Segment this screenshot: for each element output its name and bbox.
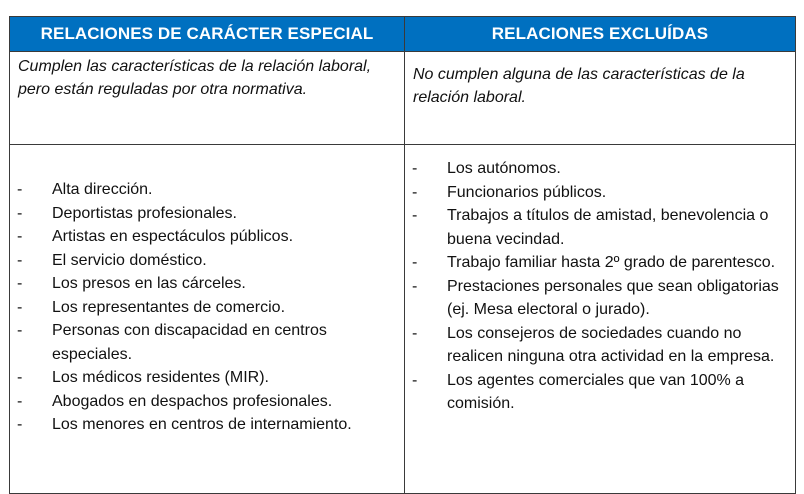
list-bullet: - bbox=[17, 369, 23, 386]
relations-table bbox=[9, 16, 796, 494]
special-relation-item bbox=[10, 296, 404, 320]
special-relation-item bbox=[10, 319, 404, 366]
list-bullet: - bbox=[17, 204, 23, 222]
header-excluded-relations: RELACIONES EXCLUÍDAS bbox=[405, 17, 796, 52]
list-bullet: - bbox=[412, 277, 418, 295]
list-bullet: - bbox=[17, 416, 23, 433]
excluded-relation-item-text: Funcionarios públicos. bbox=[447, 183, 607, 201]
special-relations-list bbox=[10, 178, 404, 437]
excluded-relation-item-text: Los consejeros de sociedades cuando no realicen ninguna otra actividad en la empresa. bbox=[447, 324, 775, 365]
excluded-relations-cell bbox=[405, 145, 796, 494]
list-bullet: - bbox=[17, 251, 23, 269]
list-bullet: - bbox=[17, 298, 23, 316]
special-relation-item bbox=[10, 225, 404, 249]
excluded-relation-item bbox=[405, 275, 795, 322]
excluded-relation-item-text: Los agentes comerciales que van 100% a comisión. bbox=[447, 371, 745, 412]
list-bullet: - bbox=[412, 183, 418, 201]
excluded-relation-item bbox=[405, 204, 795, 251]
special-relations-cell bbox=[10, 145, 405, 494]
special-relation-item bbox=[10, 366, 404, 390]
excluded-relation-item bbox=[405, 369, 795, 416]
header-row bbox=[10, 17, 796, 52]
special-relation-item bbox=[10, 272, 404, 296]
excluded-relations-list bbox=[405, 157, 795, 416]
special-relation-item-text: Los menores en centros de internamiento. bbox=[52, 416, 352, 433]
description-excluded-relations: No cumplen alguna de las características de la relación laboral. bbox=[405, 52, 796, 145]
header-special-relations: RELACIONES DE CARÁCTER ESPECIAL bbox=[10, 17, 405, 52]
list-bullet: - bbox=[17, 181, 23, 198]
excluded-relation-item-text: Trabajo familiar hasta 2º grado de parentesco. bbox=[447, 254, 776, 271]
special-relation-item-text: Artistas en espectáculos públicos. bbox=[52, 228, 294, 245]
list-bullet: - bbox=[17, 392, 23, 410]
description-special-relations: Cumplen las características de la relación laboral, pero están reguladas por otra normativa. bbox=[10, 52, 405, 145]
description-row bbox=[10, 52, 796, 145]
list-bullet: - bbox=[412, 254, 418, 271]
list-bullet: - bbox=[412, 371, 418, 389]
list-bullet: - bbox=[412, 324, 418, 342]
special-relation-item-text: Los presos en las cárceles. bbox=[52, 275, 246, 292]
special-relation-item bbox=[10, 413, 404, 437]
special-relation-item bbox=[10, 178, 404, 202]
special-relation-item-text: Los representantes de comercio. bbox=[52, 298, 286, 316]
list-bullet: - bbox=[17, 275, 23, 292]
special-relation-item-text: Alta dirección. bbox=[52, 181, 153, 198]
excluded-relation-item bbox=[405, 322, 795, 369]
list-bullet: - bbox=[17, 228, 23, 245]
special-relation-item bbox=[10, 390, 404, 414]
excluded-relation-item-text: Los autónomos. bbox=[447, 160, 561, 177]
excluded-relation-item bbox=[405, 251, 795, 275]
list-row bbox=[10, 145, 796, 494]
special-relation-item bbox=[10, 249, 404, 273]
special-relation-item-text: El servicio doméstico. bbox=[52, 251, 207, 269]
special-relation-item bbox=[10, 202, 404, 226]
list-bullet: - bbox=[412, 207, 418, 224]
special-relation-item-text: Deportistas profesionales. bbox=[52, 204, 237, 222]
special-relation-item-text: Abogados en despachos profesionales. bbox=[52, 392, 333, 410]
list-bullet: - bbox=[17, 322, 23, 339]
excluded-relation-item-text: Prestaciones personales que sean obligatorias (ej. Mesa electoral o jurado). bbox=[447, 277, 779, 318]
excluded-relation-item bbox=[405, 157, 795, 181]
excluded-relation-item bbox=[405, 181, 795, 205]
special-relation-item-text: Los médicos residentes (MIR). bbox=[52, 369, 269, 386]
special-relation-item-text: Personas con discapacidad en centros especiales. bbox=[52, 322, 327, 363]
excluded-relation-item-text: Trabajos a títulos de amistad, benevolencia o buena vecindad. bbox=[447, 207, 769, 248]
list-bullet: - bbox=[412, 160, 418, 177]
